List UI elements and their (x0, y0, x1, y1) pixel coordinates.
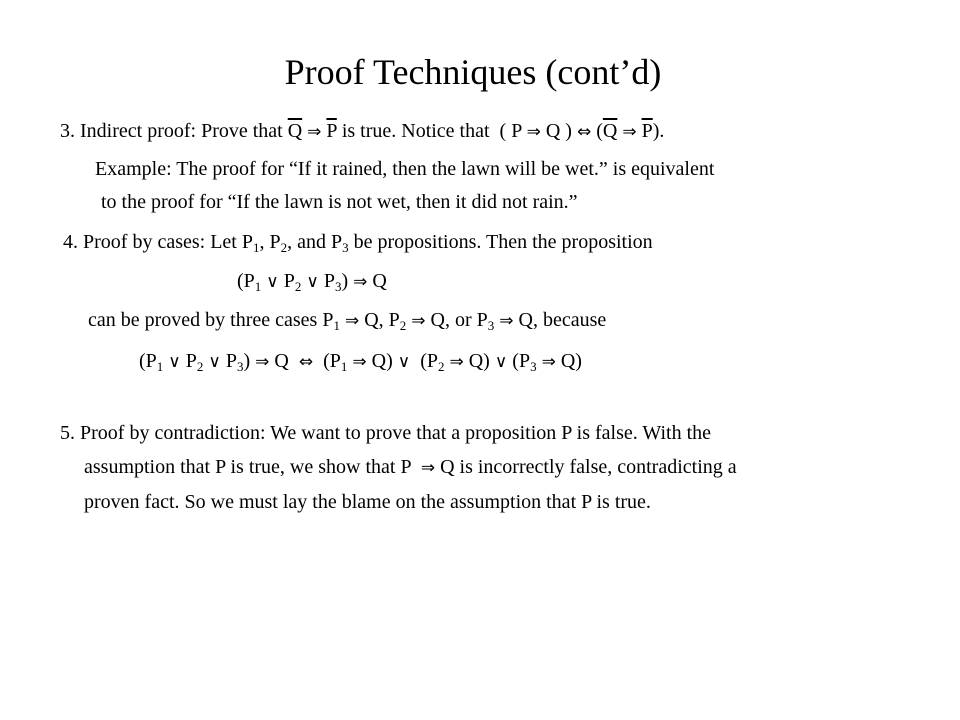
eq-r2: (P (420, 350, 438, 372)
prop-p3: P (323, 270, 335, 292)
implies-symbol: ⇒ (344, 311, 360, 331)
eq-r3q: Q) (560, 350, 582, 372)
or-symbol: ∨ (494, 352, 508, 372)
eq-r1: (P (323, 350, 341, 372)
subscript: 3 (530, 359, 537, 374)
eq-p2: P (185, 350, 197, 372)
implies-symbol: ⇒ (499, 311, 514, 331)
subscript: 1 (340, 359, 348, 374)
implies-symbol: ⇒ (255, 352, 270, 372)
or-symbol: ∨ (168, 352, 181, 372)
cases-intro-c: , and P (287, 231, 343, 253)
subscript: 3 (487, 318, 495, 333)
indirect-proof-lead: Indirect proof: Prove that (80, 120, 283, 142)
is-true-text: is true. Notice that (341, 120, 490, 142)
implies-symbol: ⇒ (411, 311, 426, 331)
example-line-1: Example: The proof for “If it rained, then the lawn will be wet.” is equivalent (95, 158, 715, 180)
cases-intro-d: be propositions. Then the proposition (348, 231, 653, 253)
prop-close: ) (341, 270, 349, 292)
prop-open: (P (237, 270, 255, 292)
implies-symbol: ⇒ (307, 122, 322, 142)
indirect-proof-line (60, 118, 664, 145)
negated-p: $\overline{P}$ (326, 120, 337, 142)
implies-symbol: ⇒ (353, 272, 368, 292)
implies-symbol: ⇒ (622, 122, 637, 142)
cases-intro-b: , P (259, 231, 281, 253)
negated-p: $\overline{P}$ (641, 120, 653, 142)
cases-proved-line (88, 307, 606, 334)
eq-p3: P (225, 350, 237, 372)
subscript: 2 (294, 279, 302, 294)
contradiction-line-2a: assumption that P is true, we show that P (84, 456, 411, 478)
cases-proposition (237, 268, 387, 295)
case2-q: Q, or P (430, 309, 488, 331)
case3-q: Q, because (518, 309, 607, 331)
equiv-lhs-q: Q ) (545, 120, 572, 142)
subscript: 3 (334, 279, 342, 294)
contradiction-line-2b: Q is incorrectly false, contradicting a (440, 456, 737, 478)
eq-close: ) (243, 350, 251, 372)
subscript: 2 (399, 318, 407, 333)
eq-q: Q (274, 350, 289, 372)
prop-q: Q (372, 270, 387, 292)
subscript: 2 (437, 359, 445, 374)
contradiction-line-2 (84, 454, 737, 481)
equiv-lhs-open: ( P (499, 120, 522, 142)
implies-symbol: ⇒ (449, 352, 464, 372)
cases-intro-a: 4. Proof by cases: Let P (63, 231, 253, 253)
or-symbol: ∨ (397, 352, 411, 372)
or-symbol: ∨ (266, 272, 279, 292)
subscript: 3 (236, 359, 244, 374)
cases-intro-line (63, 229, 653, 255)
eq-open: (P (139, 350, 157, 372)
subscript: 2 (196, 359, 204, 374)
iff-symbol: ⇔ (576, 122, 592, 142)
implies-symbol: ⇒ (526, 122, 541, 142)
implies-symbol: ⇒ (420, 458, 436, 478)
contradiction-line-3: proven fact. So we must lay the blame on the assumption that P is true. (84, 491, 651, 513)
implies-symbol: ⇒ (352, 352, 367, 372)
section-number: 3. (60, 120, 75, 142)
equiv-rhs-open: ( (596, 120, 603, 142)
subscript: 1 (252, 240, 260, 255)
negated-q: $\overline{Q}$ (602, 120, 618, 142)
cases-equivalence (139, 348, 582, 375)
case1-q: Q, P (364, 309, 400, 331)
subscript: 2 (280, 240, 288, 255)
example-line-2: to the proof for “If the lawn is not wet, then it did not rain.” (101, 191, 578, 213)
subscript: 1 (254, 279, 262, 294)
proved-lead: can be proved by three cases P (88, 309, 334, 331)
implies-symbol: ⇒ (541, 352, 556, 372)
eq-r3: (P (512, 350, 531, 372)
contradiction-line-1: 5. Proof by contradiction: We want to prove that a proposition P is false. With the (60, 422, 711, 444)
prop-p2: P (283, 270, 295, 292)
or-symbol: ∨ (208, 352, 221, 372)
eq-r1q: Q) (371, 350, 393, 372)
equiv-rhs-close: ). (652, 120, 665, 142)
iff-symbol: ⇔ (298, 352, 314, 372)
subscript: 1 (333, 318, 340, 333)
subscript: 1 (156, 359, 164, 374)
negated-q: $\overline{Q}$ (287, 120, 303, 142)
eq-r2q: Q) (468, 350, 490, 372)
subscript: 3 (342, 240, 349, 255)
slide-title: Proof Techniques (cont’d) (284, 52, 662, 92)
or-symbol: ∨ (306, 272, 319, 292)
